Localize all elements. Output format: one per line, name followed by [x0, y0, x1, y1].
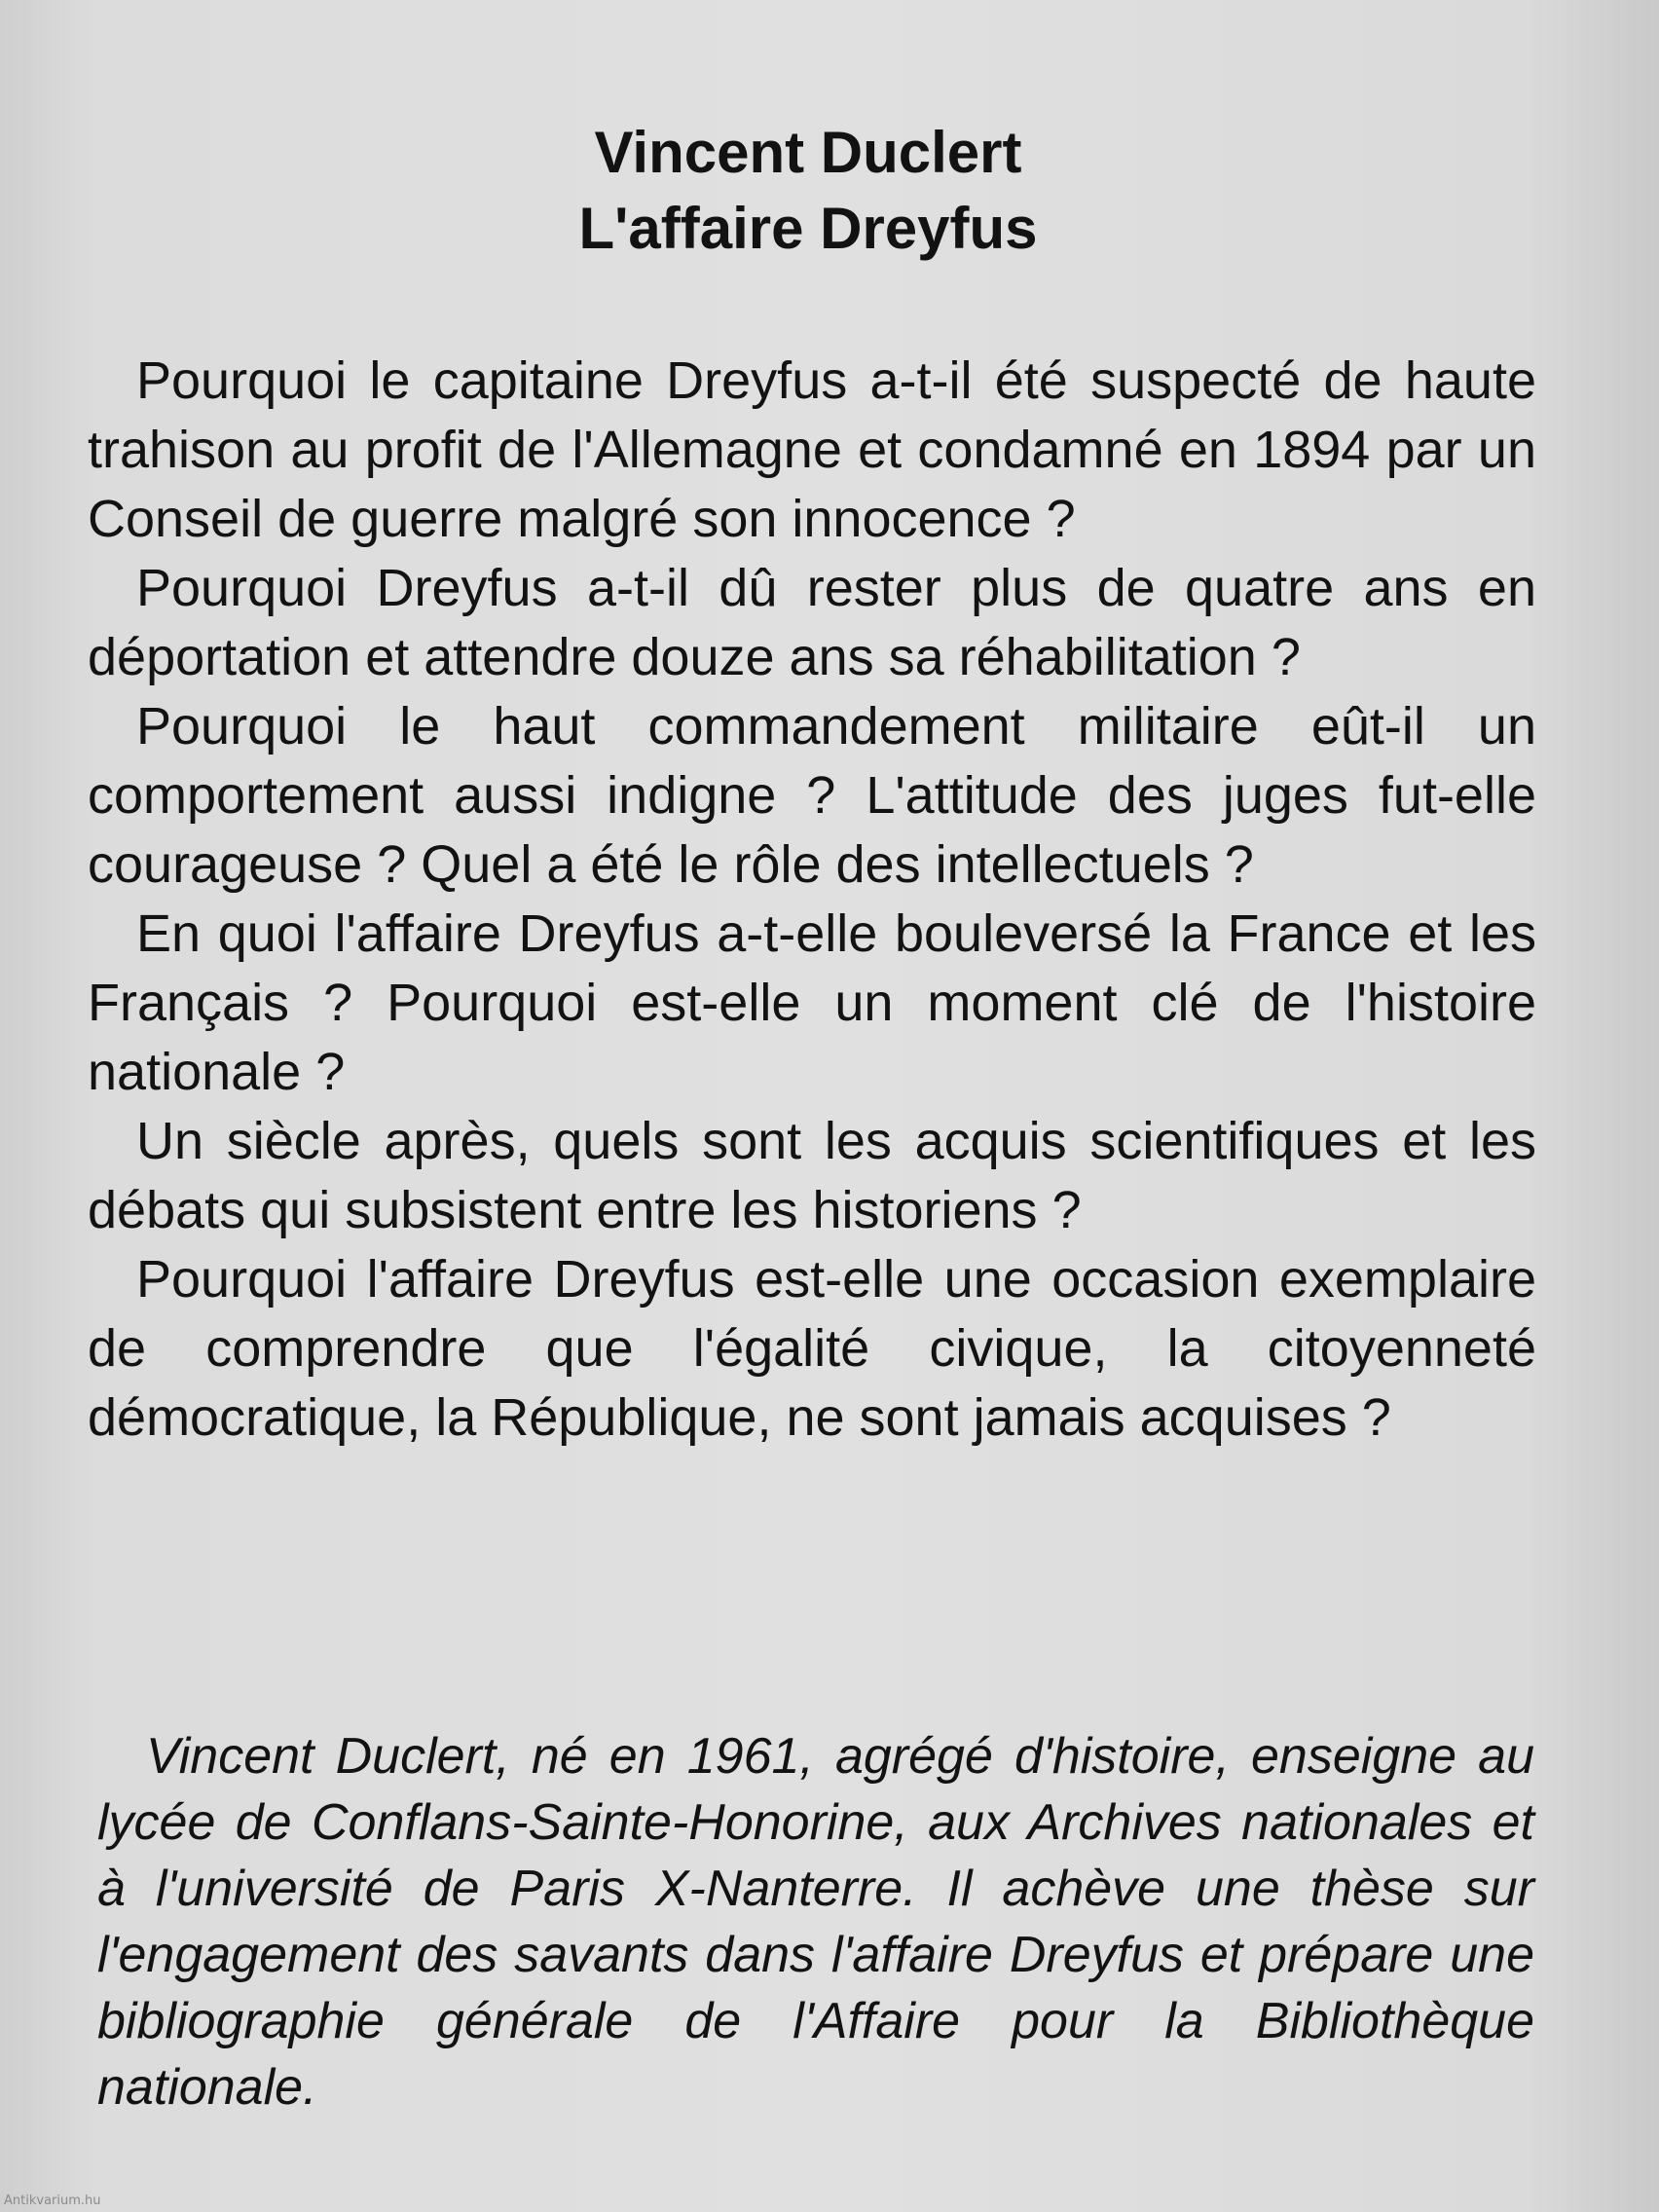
blurb-text: [88, 347, 1536, 1453]
blurb-paragraph: Pourquoi l'affaire Dreyfus est-elle une occasion exemplaire de comprendre que l'égalité civique, la citoyenneté démocratique, la République, ne sont jamais acquises ?: [88, 1250, 1536, 1447]
blurb-paragraph: Pourquoi Dreyfus a-t-il dû rester plus de quatre ans en déportation et attendre douze ans sa réhabilitation ?: [88, 559, 1536, 686]
blurb-paragraph: Un siècle après, quels sont les acquis scientifiques et les débats qui subsistent entre les historiens ?: [88, 1112, 1536, 1239]
author-bio: [97, 1723, 1534, 2120]
author-bio-paragraph: Vincent Duclert, né en 1961, agrégé d'histoire, enseigne au lycée de Conflans-Sainte-Honorine, aux Archives nationales et à l'université de Paris X-Nanterre. Il achève une thèse sur l'engagement des savants dans l'affaire Dreyfus et prépare une bibliographie générale de l'Affaire pour la Bibliothèque nationale.: [97, 1728, 1534, 2116]
blurb-paragraph: Pourquoi le haut commandement militaire eût-il un comportement aussi indigne ? L'attitude des juges fut-elle courageuse ? Quel a été le rôle des intellectuels ?: [88, 697, 1536, 894]
book-title: L'affaire Dreyfus: [578, 196, 1038, 261]
blurb-paragraph: En quoi l'affaire Dreyfus a-t-elle bouleversé la France et les Français ? Pourquoi est-elle un moment clé de l'histoire nationale ?: [88, 904, 1536, 1101]
blurb-paragraph: Pourquoi le capitaine Dreyfus a-t-il été suspecté de haute trahison au profit de l'Allemagne et condamné en 1894 par un Conseil de guerre malgré son innocence ?: [88, 351, 1536, 548]
watermark: Antikvarium.hu: [4, 2194, 101, 2208]
title-block: [0, 115, 1616, 267]
author-name: Vincent Duclert: [594, 120, 1022, 185]
